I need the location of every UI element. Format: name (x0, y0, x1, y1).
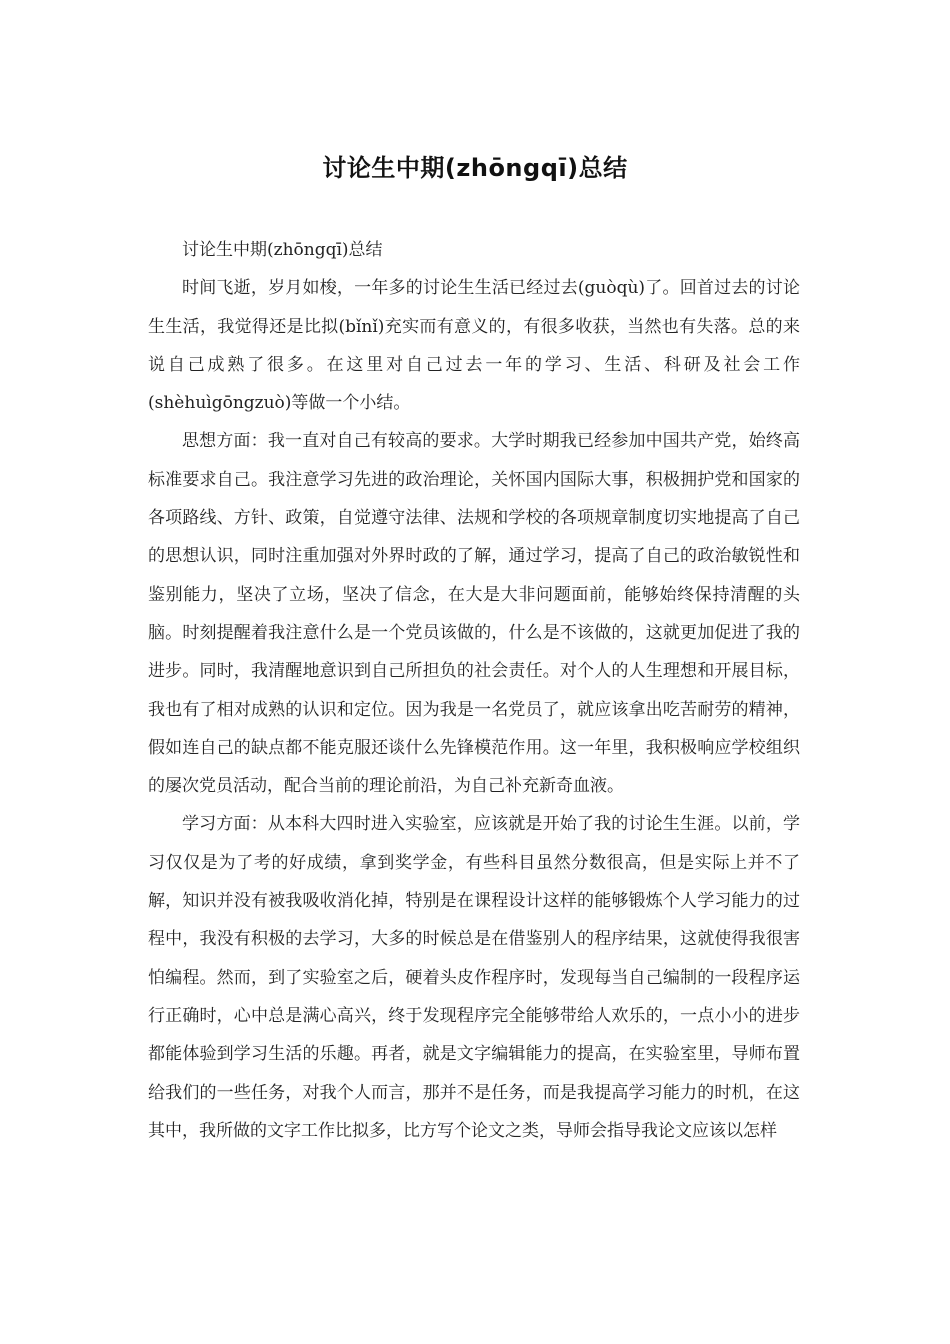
paragraph-ideology: 思想方面：我一直对自己有较高的要求。大学时期我已经参加中国共产党，始终高标准要求自己。我注意学习先进的政治理论，关怀国内国际大事，积极拥护党和国家的各项路线、方针、政策，自觉遵守法律、法规和学校的各项规章制度切实地提高了自己的思想认识，同时注重加强对外界时政的了解，通过学习，提高了自己的政治敏锐性和鉴别能力，坚决了立场，坚决了信念，在大是大非问题面前，能够始终保持清醒的头脑。时刻提醒着我注意什么是一个党员该做的，什么是不该做的，这就更加促进了我的进步。同时，我清醒地意识到自己所担负的社会责任。对个人的人生理想和开展目标，我也有了相对成熟的认识和定位。因为我是一名党员了，就应该拿出吃苦耐劳的精神，假如连自己的缺点都不能克服还谈什么先锋模范作用。这一年里，我积极响应学校组织的屡次党员活动，配合当前的理论前沿，为自己补充新奇血液。 (148, 431, 800, 797)
document-body (148, 231, 800, 1150)
document-title: 讨论生中期(zhōngqī)总结 (322, 154, 628, 182)
paragraph-heading-repeat: 讨论生中期(zhōngqī)总结 (182, 240, 383, 260)
paragraph-study: 学习方面：从本科大四时进入实验室，应该就是开始了我的讨论生生涯。以前，学习仅仅是为了考的好成绩，拿到奖学金，有些科目虽然分数很高，但是实际上并不了解，知识并没有被我吸收消化掉，特别是在课程设计这样的能够锻炼个人学习能力的过程中，我没有积极的去学习，大多的时候总是在借鉴别人的程序结果，这就使得我很害怕编程。然而，到了实验室之后，硬着头皮作程序时，发现每当自己编制的一段程序运行正确时，心中总是满心高兴，终于发现程序完全能够带给人欢乐的，一点小小的进步都能体验到学习生活的乐趣。再者，就是文字编辑能力的提高，在实验室里，导师布置给我们的一些任务，对我个人而言，那并不是任务，而是我提高学习能力的时机，在这其中，我所做的文字工作比拟多，比方写个论文之类，导师会指导我论文应该以怎样 (148, 814, 800, 1141)
paragraph-intro: 时间飞逝，岁月如梭，一年多的讨论生生活已经过去(guòqù)了。回首过去的讨论生生活，我觉得还是比拟(bǐnǐ)充实而有意义的，有很多收获，当然也有失落。总的来说自己成熟了很多。在这里对自己过去一年的学习、生活、科研及社会工作(shèhuìgōngzuò)等做一个小结。 (148, 278, 800, 414)
